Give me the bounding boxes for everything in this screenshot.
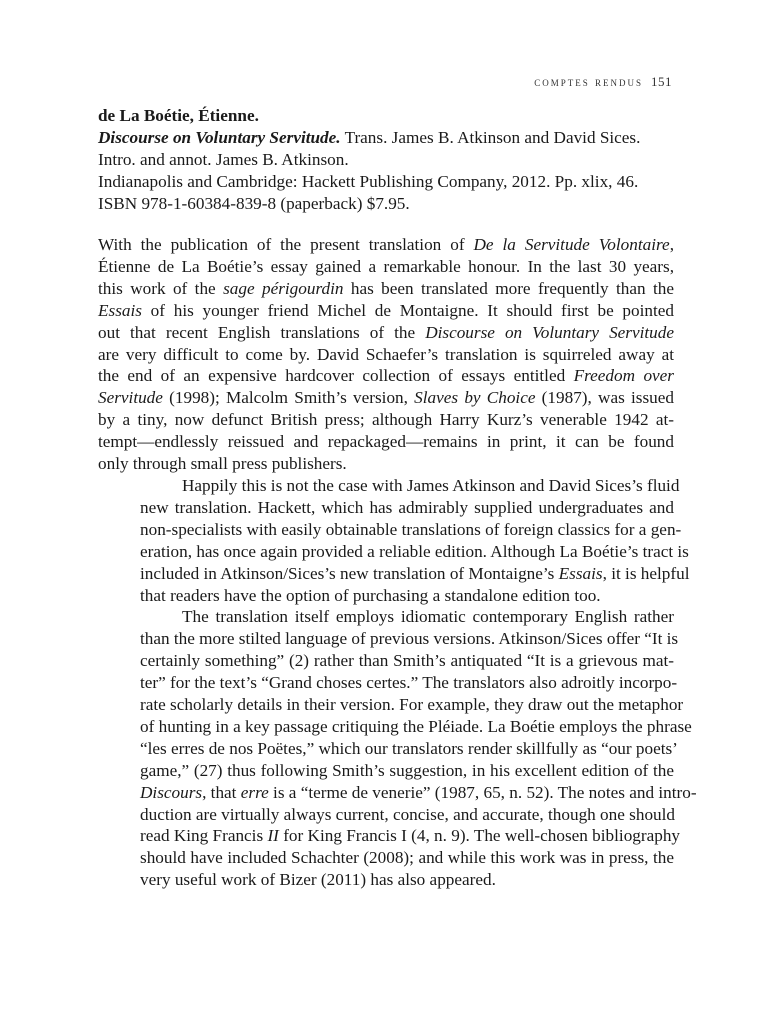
text-run: very useful work of Bizer (2011) has also appeared. xyxy=(140,870,496,890)
page xyxy=(98,0,697,1024)
italic-text: erre xyxy=(240,782,269,802)
running-head-title: comptes rendus xyxy=(534,74,643,89)
text-run: by a tiny, now defunct British press; although Harry Kurz’s venerable 1942 at- xyxy=(98,410,674,430)
book-citation xyxy=(98,105,674,215)
paragraph xyxy=(98,234,674,475)
text-line xyxy=(98,825,681,847)
text-line xyxy=(98,672,678,694)
italic-text: II xyxy=(267,826,279,846)
text-run: should have included Schachter (2008); and while this work was in press, the xyxy=(140,848,674,868)
page-number: 151 xyxy=(651,74,672,89)
text-line xyxy=(98,409,674,431)
text-line xyxy=(98,431,674,453)
text-run: for King Francis I (4, n. 9). The well-chosen bibliography xyxy=(278,826,681,846)
text-run: read King Francis xyxy=(140,826,268,846)
italic-text: De la Servitude Volontaire xyxy=(473,235,670,254)
text-run: Étienne de La Boétie’s essay gained a remarkable honour. In the last 30 years, xyxy=(98,256,674,276)
text-line xyxy=(98,344,674,366)
text-run: rate scholarly details in their version. For example, they draw out the metaphor xyxy=(140,695,684,715)
running-head xyxy=(534,74,672,90)
text-line xyxy=(98,585,674,607)
text-line xyxy=(98,453,674,475)
text-run: certainly something” (2) rather than Smith’s antiquated “It is a grievous mat- xyxy=(140,651,674,671)
text-run: duction are virtually always current, concise, and accurate, though one should xyxy=(140,804,676,824)
text-run: new translation. Hackett, which has admirably supplied undergraduates and xyxy=(140,497,674,517)
italic-text: sage périgourdin xyxy=(223,278,344,298)
text-run: only through small press publishers. xyxy=(98,454,347,474)
italic-text: Servitude xyxy=(98,388,163,408)
paragraph xyxy=(98,475,690,606)
text-run: is a “terme de venerie” (1987, 65, n. 52). The notes and intro- xyxy=(268,782,697,802)
text-line xyxy=(98,519,682,541)
text-run: are very difficult to come by. David Schaefer’s translation is squirreled away at xyxy=(98,344,674,364)
text-run: (1987), was issued xyxy=(535,388,674,408)
text-line xyxy=(98,847,674,869)
text-line xyxy=(98,738,678,760)
text-line xyxy=(98,628,679,650)
text-run: The translation itself employs idiomatic contemporary English rather xyxy=(182,607,674,627)
text-line xyxy=(98,256,674,278)
text-line xyxy=(98,300,674,322)
text-run: game,” (27) thus following Smith’s suggestion, in his excellent edition of the xyxy=(140,760,674,780)
text-run: has been translated more frequently than the xyxy=(343,278,674,298)
text-run: non-specialists with easily obtainable translations of foreign classics for a gen- xyxy=(140,519,682,539)
text-run: out that recent English translations of the xyxy=(98,322,426,342)
citation-isbn: ISBN 978-1-60384-839-8 (paperback) $7.95. xyxy=(98,194,410,213)
citation-title-line xyxy=(98,127,674,149)
text-run: tempt—endlessly reissued and repackaged—remains in print, it can be found xyxy=(98,432,674,452)
text-run: of hunting in a key passage critiquing the Pléiade. La Boétie employs the phrase xyxy=(140,716,692,736)
text-line xyxy=(98,869,674,891)
text-line xyxy=(98,804,674,826)
author-name: de La Boétie, Étienne. xyxy=(98,106,259,125)
citation-intro: Intro. and annot. James B. Atkinson. xyxy=(98,150,349,169)
text-line xyxy=(98,760,674,782)
italic-text: Essais xyxy=(558,563,603,583)
text-line xyxy=(98,563,690,585)
book-title: Discourse on Voluntary Servitude. xyxy=(98,128,341,147)
text-run: , xyxy=(669,235,674,254)
text-run: , that xyxy=(202,782,241,802)
text-run: of his younger friend Michel de Montaigne. It should first be pointed xyxy=(141,300,674,320)
text-line xyxy=(98,694,684,716)
italic-text: Discours xyxy=(140,782,203,802)
text-line xyxy=(98,541,689,563)
citation-author xyxy=(98,105,674,127)
text-line xyxy=(98,234,674,256)
text-run: With the publication of the present translation of xyxy=(98,235,474,254)
text-line xyxy=(98,497,674,519)
text-run: , it is helpful xyxy=(602,563,690,583)
text-line xyxy=(98,322,674,344)
text-run: “les erres de nos Poëtes,” which our translators render skillfully as “our poets’ xyxy=(140,738,678,758)
text-line xyxy=(98,606,674,628)
text-run: ter” for the text’s “Grand choses certes.” The translators also adroitly incorpo- xyxy=(140,673,678,693)
review-body xyxy=(98,234,697,891)
italic-text: Slaves by Choice xyxy=(414,388,536,408)
italic-text: Discourse on Voluntary Servitude xyxy=(425,322,674,342)
translators: Trans. James B. Atkinson and David Sices. xyxy=(340,128,641,147)
paragraph xyxy=(98,606,697,891)
text-run: this work of the xyxy=(98,278,224,298)
italic-text: Freedom over xyxy=(573,366,674,386)
citation-publisher: Indianapolis and Cambridge: Hackett Publishing Company, 2012. Pp. xlix, 46. xyxy=(98,172,639,191)
text-run: the end of an expensive hardcover collection of essays entitled xyxy=(98,366,574,386)
text-run: included in Atkinson/Sices’s new translation of Montaigne’s xyxy=(140,563,559,583)
text-line xyxy=(98,387,674,409)
text-run: (1998); Malcolm Smith’s version, xyxy=(162,388,415,408)
text-line xyxy=(98,716,692,738)
text-line xyxy=(98,278,674,300)
italic-text: Essais xyxy=(98,300,142,320)
text-line xyxy=(98,782,697,804)
text-run: Happily this is not the case with James Atkinson and David Sices’s fluid xyxy=(182,475,680,495)
text-run: that readers have the option of purchasing a standalone edition too. xyxy=(140,585,601,605)
text-line xyxy=(98,365,674,387)
text-line xyxy=(98,650,674,672)
text-line xyxy=(98,475,680,497)
text-run: than the more stilted language of previous versions. Atkinson/Sices offer “It is xyxy=(140,629,679,649)
text-run: eration, has once again provided a reliable edition. Although La Boétie’s tract is xyxy=(140,541,689,561)
